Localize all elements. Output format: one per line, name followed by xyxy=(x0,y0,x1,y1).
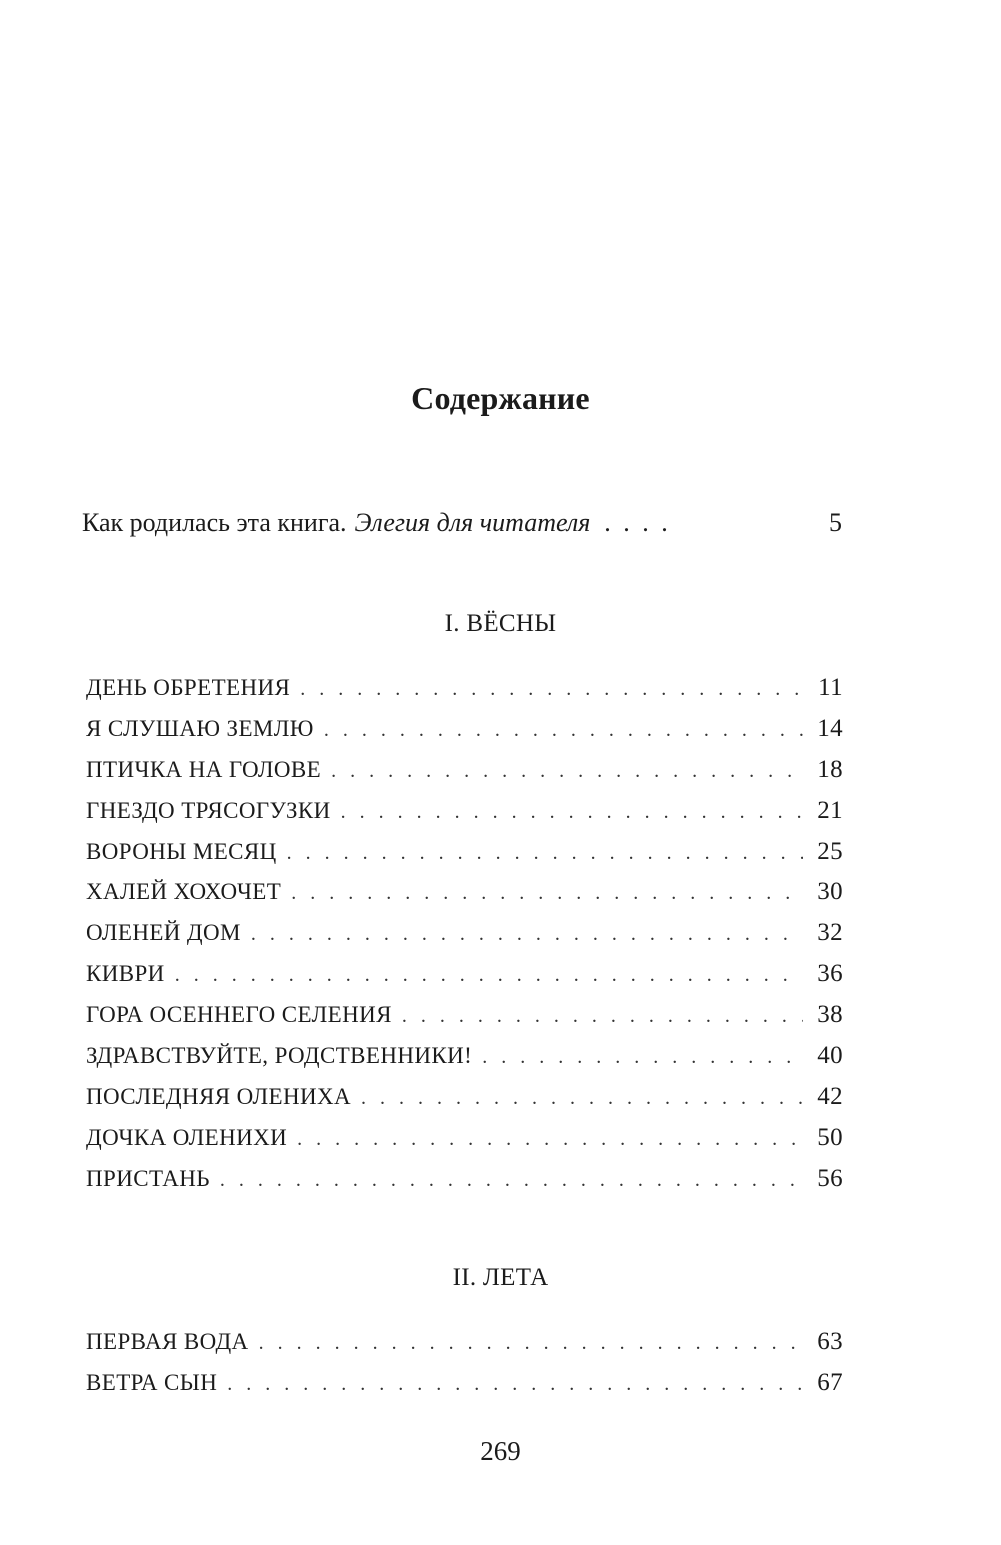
dot-leader xyxy=(175,964,803,987)
intro-subtitle: Элегия для читателя xyxy=(354,508,591,537)
section-entries-spring xyxy=(86,674,843,1206)
toc-entry-title: ЗДРАВСТВУЙТЕ, РОДСТВЕННИКИ! xyxy=(86,1043,473,1069)
dot-leader xyxy=(341,801,803,824)
toc-entry xyxy=(86,797,843,838)
page-number: 269 xyxy=(480,1436,521,1466)
toc-entry xyxy=(86,838,843,879)
dot-leader xyxy=(402,1005,803,1028)
toc-entry-title: Я СЛУШАЮ ЗЕМЛЮ xyxy=(86,715,314,741)
toc-entry-page: 63 xyxy=(817,1328,843,1355)
toc-entry xyxy=(86,1083,843,1124)
toc-entry-page: 32 xyxy=(817,919,843,947)
toc-entry-page: 21 xyxy=(817,796,843,824)
toc-entry-page: 18 xyxy=(817,755,843,783)
toc-entry xyxy=(86,1042,843,1083)
dot-leader xyxy=(287,842,803,865)
toc-entry-page: 50 xyxy=(817,1123,843,1151)
dot-leader xyxy=(361,1087,803,1110)
toc-entry-title: ПОСЛЕДНЯЯ ОЛЕНИХА xyxy=(86,1083,351,1109)
toc-entry-title: ДЕНЬ ОБРЕТЕНИЯ xyxy=(86,675,291,700)
toc-entry-title: ХАЛЕЙ ХОХОЧЕТ xyxy=(86,879,282,905)
toc-entry-title: ПТИЧКА НА ГОЛОВЕ xyxy=(86,756,322,782)
toc-entry-page: 36 xyxy=(817,960,843,988)
dot-leader xyxy=(482,1046,803,1069)
toc-entry-page: 56 xyxy=(817,1164,843,1192)
toc-entry xyxy=(86,1124,843,1165)
toc-entry-title: ОЛЕНЕЙ ДОМ xyxy=(86,920,241,946)
toc-entry-page: 40 xyxy=(817,1042,843,1070)
intro-label: Как родилась эта книга. xyxy=(82,508,347,537)
toc-entry xyxy=(86,1369,843,1410)
toc-entry-title: ДОЧКА ОЛЕНИХИ xyxy=(86,1124,288,1150)
dot-leader xyxy=(331,760,803,783)
toc-entry-page: 38 xyxy=(817,1001,843,1029)
dot-leader xyxy=(251,923,803,946)
toc-entry xyxy=(86,919,843,960)
dot-leader xyxy=(324,719,803,742)
dot-leader xyxy=(220,1169,803,1192)
toc-entry-title: ГОРА ОСЕННЕГО СЕЛЕНИЯ xyxy=(86,1002,392,1028)
section-heading-spring: I. ВЁСНЫ xyxy=(444,610,557,637)
dot-leader xyxy=(300,678,803,701)
toc-entry-page: 25 xyxy=(817,837,843,865)
section-heading-summer: II. ЛЕТА xyxy=(452,1264,549,1291)
toc-entry xyxy=(86,1165,843,1206)
page-title: Содержание xyxy=(411,380,590,416)
dot-leader xyxy=(297,1128,803,1151)
toc-entry xyxy=(86,878,843,919)
dot-leader xyxy=(259,1332,803,1355)
toc-intro-entry xyxy=(82,508,842,538)
dot-leader xyxy=(291,882,803,905)
toc-entry xyxy=(86,756,843,797)
toc-entry-title: ПЕРВАЯ ВОДА xyxy=(86,1329,249,1354)
toc-entry-page: 67 xyxy=(817,1368,843,1396)
toc-entry xyxy=(86,1001,843,1042)
toc-entry xyxy=(86,960,843,1001)
toc-entry xyxy=(86,1328,843,1369)
toc-entry-page: 42 xyxy=(817,1082,843,1110)
toc-entry xyxy=(86,715,843,756)
dot-leader xyxy=(227,1373,803,1396)
toc-entry-title: ПРИСТАНЬ xyxy=(86,1165,210,1191)
section-entries-summer xyxy=(86,1328,843,1410)
toc-entry xyxy=(86,674,843,715)
toc-entry-title: КИВРИ xyxy=(86,961,165,987)
toc-entry-page: 11 xyxy=(818,674,843,701)
toc-entry-page: 30 xyxy=(817,878,843,906)
toc-entry-title: ВЕТРА СЫН xyxy=(86,1369,218,1395)
toc-entry-title: ВОРОНЫ МЕСЯЦ xyxy=(86,838,277,864)
toc-entry-title: ГНЕЗДО ТРЯСОГУЗКИ xyxy=(86,797,331,823)
intro-page-number: 5 xyxy=(829,508,842,537)
toc-entry-page: 14 xyxy=(817,714,843,742)
intro-leader: . . . . xyxy=(604,508,671,537)
